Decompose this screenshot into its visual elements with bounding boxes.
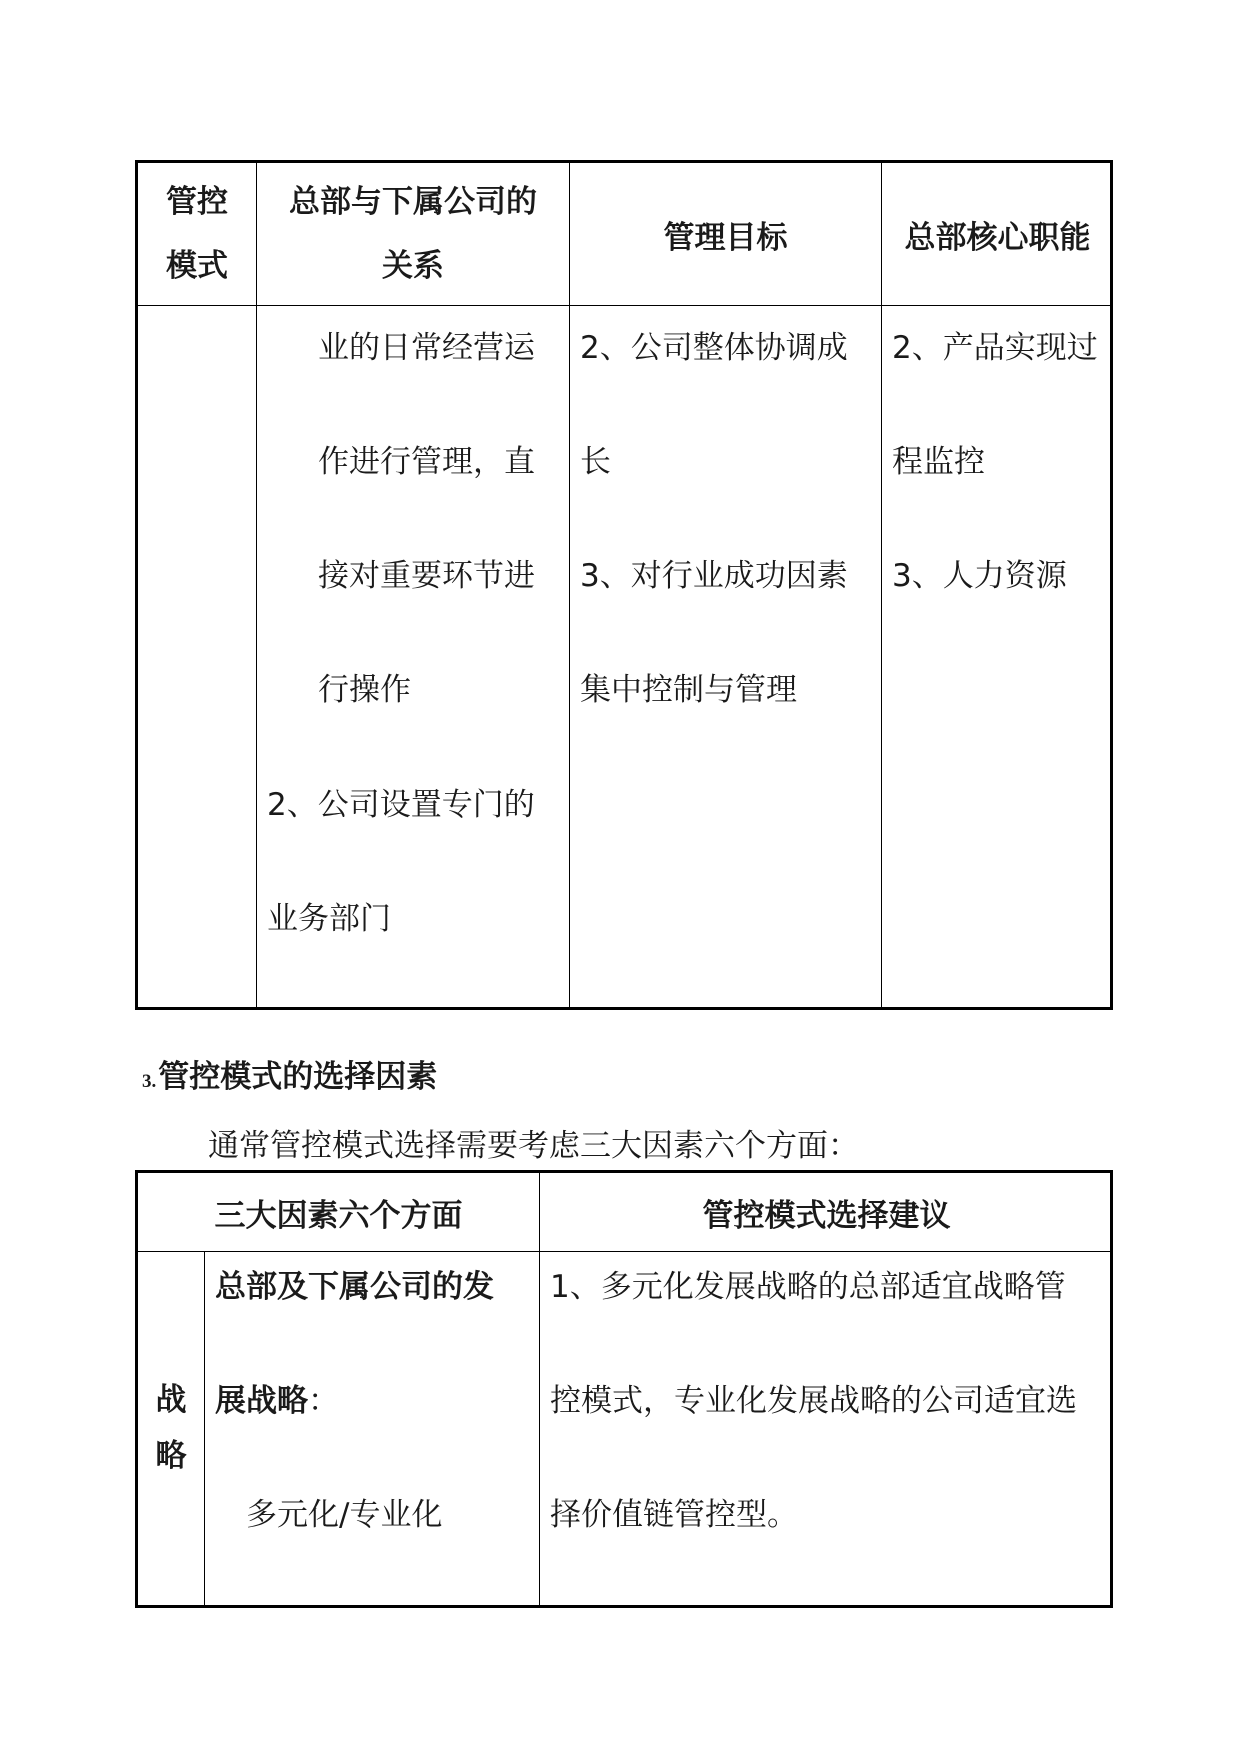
category-char: 略 [155,1438,187,1474]
category-strategy [138,1251,204,1605]
advice-line: 1、多元化发展战略的总部适宜战略管 [550,1269,1066,1305]
goal-line: 2、公司整体协调成 [580,330,848,366]
header-mode [138,163,256,305]
factor-colon: ： [308,1383,339,1419]
goal-line: 长 [580,444,611,480]
header-relation-line2: 关系 [382,248,444,284]
relation-line: 行操作 [318,672,411,708]
relation-line: 业务部门 [267,901,391,937]
factor-title-line2 [215,1381,339,1421]
management-mode-table [135,160,1113,1010]
header-goal: 管理目标 [663,219,788,256]
header-mode-line1: 管控 [166,184,228,220]
factor-title-text: 展战略 [215,1383,308,1419]
selection-factor-table [135,1170,1113,1608]
goal-line: 集中控制与管理 [580,672,797,708]
relation-line: 2、公司设置专门的 [267,787,535,823]
section-heading [142,1051,437,1096]
section-title: 管控模式的选择因素 [158,1059,438,1095]
header-divider [138,305,1110,306]
function-line: 2、产品实现过 [892,330,1098,366]
relation-line: 业的日常经营运 [318,330,535,366]
section-number: 3. [142,1071,157,1092]
function-line: 3、人力资源 [892,558,1067,594]
factor-value: 多元化/专业化 [246,1497,443,1533]
header-relation-line1: 总部与下属公司的 [289,184,537,220]
column-divider [204,1251,205,1605]
factor-title-line: 总部及下属公司的发 [215,1269,494,1305]
advice-line: 择价值链管控型。 [550,1497,798,1533]
header-relation [257,163,569,305]
intro-paragraph: 通常管控模式选择需要考虑三大因素六个方面： [208,1128,859,1164]
function-line: 程监控 [892,444,985,480]
relation-line: 接对重要环节进 [318,558,535,594]
header-mode-line2: 模式 [166,248,228,284]
category-char: 战 [155,1382,187,1418]
relation-line: 作进行管理，直 [318,444,535,480]
header-divider [138,1251,1110,1252]
advice-line: 控模式，专业化发展战略的公司适宜选 [550,1383,1077,1419]
goal-line: 3、对行业成功因素 [580,558,848,594]
header-function: 总部核心职能 [904,219,1091,256]
header-advice: 管控模式选择建议 [702,1197,951,1234]
header-factors: 三大因素六个方面 [214,1197,463,1234]
